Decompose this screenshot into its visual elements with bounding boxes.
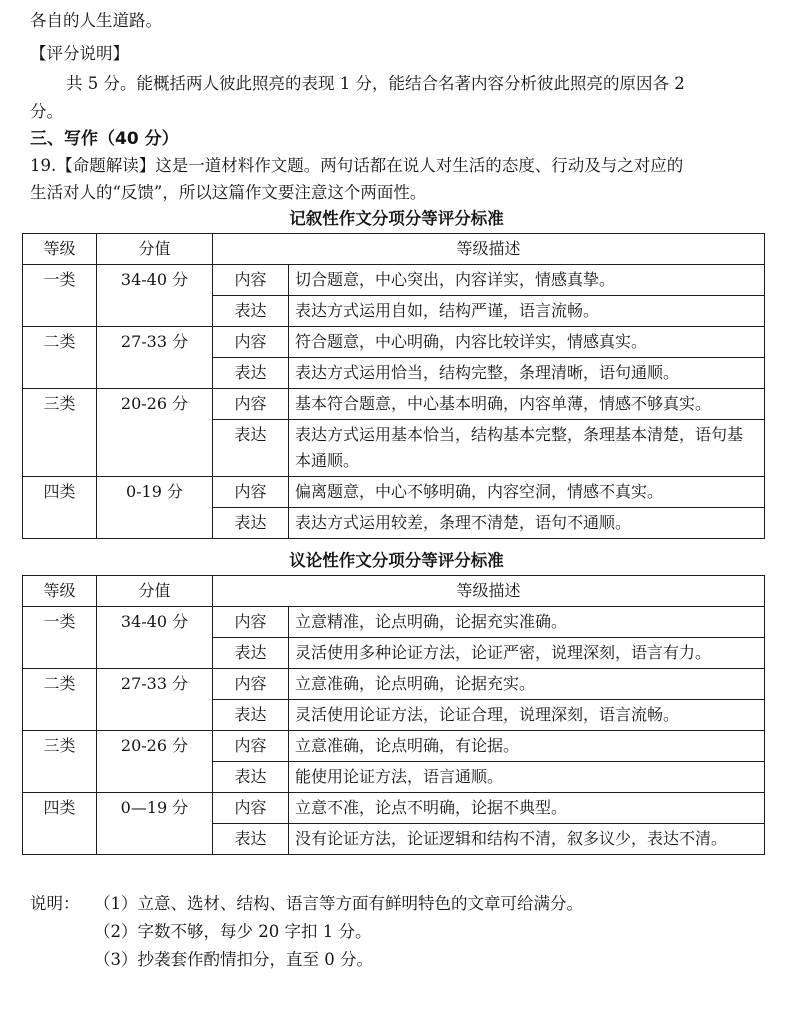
header-description: 等级描述 [213,576,765,607]
intro-line: 各自的人生道路。 [30,11,162,30]
item-label: 内容 [213,327,289,358]
item-text: 立意准确，论点明确，论据充实。 [289,669,765,700]
item-text: 偏离题意，中心不够明确，内容空洞，情感不真实。 [289,477,765,508]
score-cell: 20-26 分 [97,389,213,477]
notes-label: 说明： [30,894,80,913]
grade-cell: 一类 [23,265,97,327]
item-text: 灵活使用多种论证方法，论证严密，说理深刻，语言有力。 [289,638,765,669]
item-text: 立意准确，论点明确，有论据。 [289,731,765,762]
table-row [23,731,765,762]
item-text: 表达方式运用恰当，结构完整，条理清晰，语句通顺。 [289,358,765,389]
section-heading: 三、写作（40 分） [30,129,179,149]
item-label: 内容 [213,731,289,762]
item-text: 立意不准，论点不明确，论据不典型。 [289,793,765,824]
item-label: 内容 [213,669,289,700]
item-label: 表达 [213,420,289,477]
item-text: 能使用论证方法，语言通顺。 [289,762,765,793]
item-text: 立意精准，论点明确，论据充实准确。 [289,607,765,638]
note-item: （2）字数不够，每少 20 字扣 1 分。 [94,922,372,941]
table-row [23,793,765,824]
grade-cell: 一类 [23,607,97,669]
item-label: 表达 [213,358,289,389]
header-grade: 等级 [23,234,97,265]
header-score: 分值 [97,234,213,265]
score-cell: 34-40 分 [97,265,213,327]
table-row [23,477,765,508]
note-item: （3）抄袭套作酌情扣分，直至 0 分。 [94,950,373,969]
grade-cell: 三类 [23,731,97,793]
question-line-1: 19.【命题解读】这是一道材料作文题。两句话都在说人对生活的态度、行动及与之对应的 [30,156,684,175]
item-label: 内容 [213,389,289,420]
score-cell: 27-33 分 [97,669,213,731]
item-text: 灵活使用论证方法，论证合理，说理深刻，语言流畅。 [289,700,765,731]
item-label: 内容 [213,793,289,824]
item-text: 表达方式运用较差，条理不清楚，语句不通顺。 [289,508,765,539]
scoring-title: 【评分说明】 [30,44,129,63]
item-text: 符合题意，中心明确，内容比较详实，情感真实。 [289,327,765,358]
note-item: （1）立意、选材、结构、语言等方面有鲜明特色的文章可给满分。 [94,894,583,913]
item-label: 表达 [213,508,289,539]
item-text: 表达方式运用基本恰当，结构基本完整，条理基本清楚，语句基本通顺。 [289,420,765,477]
header-description: 等级描述 [213,234,765,265]
argumentative-grading-table [22,575,765,855]
item-label: 表达 [213,638,289,669]
narrative-grading-table [22,233,765,539]
table2-caption: 议论性作文分项分等评分标准 [289,551,504,570]
item-label: 内容 [213,477,289,508]
table-row [23,265,765,296]
table-header-row [23,576,765,607]
grade-cell: 二类 [23,669,97,731]
score-cell: 0-19 分 [97,477,213,539]
table-row [23,389,765,420]
grade-cell: 二类 [23,327,97,389]
score-cell: 27-33 分 [97,327,213,389]
table-row [23,327,765,358]
grade-cell: 四类 [23,793,97,855]
item-label: 表达 [213,824,289,855]
grade-cell: 四类 [23,477,97,539]
scoring-line-1: 共 5 分。能概括两人彼此照亮的表现 1 分，能结合名著内容分析彼此照亮的原因各 2 [66,74,685,93]
item-text: 表达方式运用自如，结构严谨，语言流畅。 [289,296,765,327]
table-header-row [23,234,765,265]
question-line-2: 生活对人的“反馈”，所以这篇作文要注意这个两面性。 [30,183,427,202]
header-score: 分值 [97,576,213,607]
score-cell: 20-26 分 [97,731,213,793]
header-grade: 等级 [23,576,97,607]
item-label: 表达 [213,700,289,731]
item-label: 表达 [213,762,289,793]
score-cell: 34-40 分 [97,607,213,669]
table1-caption: 记叙性作文分项分等评分标准 [289,209,504,228]
table-row [23,669,765,700]
grade-cell: 三类 [23,389,97,477]
table-row [23,607,765,638]
item-label: 内容 [213,265,289,296]
item-label: 内容 [213,607,289,638]
item-label: 表达 [213,296,289,327]
scoring-line-2: 分。 [30,102,63,121]
item-text: 没有论证方法，论证逻辑和结构不清，叙多议少，表达不清。 [289,824,765,855]
item-text: 基本符合题意，中心基本明确，内容单薄，情感不够真实。 [289,389,765,420]
score-cell: 0—19 分 [97,793,213,855]
item-text: 切合题意，中心突出，内容详实，情感真挚。 [289,265,765,296]
